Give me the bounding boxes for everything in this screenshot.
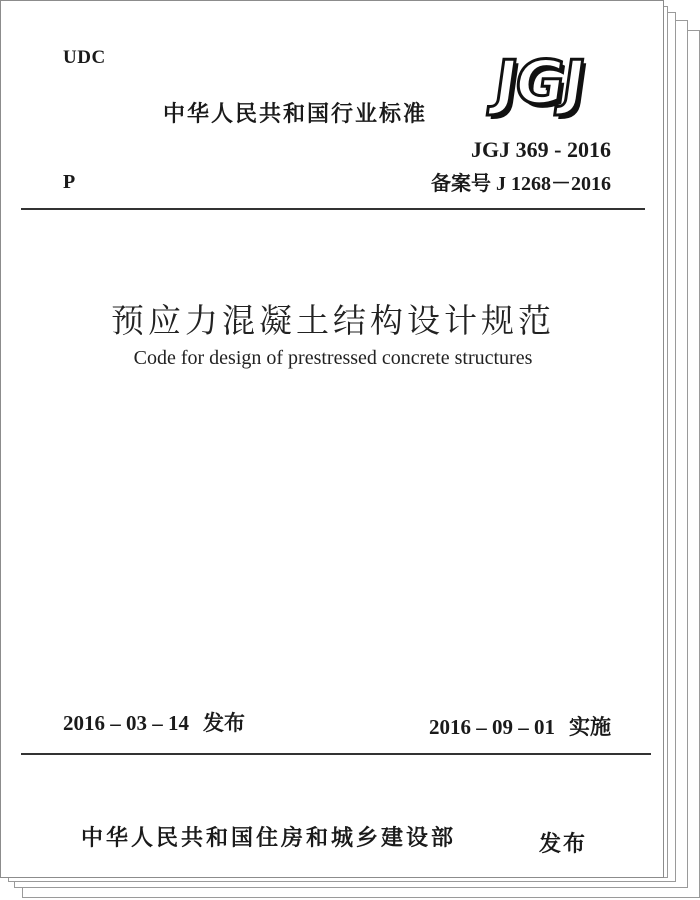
bottom-divider: [21, 753, 651, 755]
issue-label: 发布: [203, 711, 245, 735]
record-number: 备案号 J 1268－2016: [431, 173, 611, 195]
implement-date-block: [429, 711, 611, 741]
classification-code: P: [63, 171, 76, 193]
standard-number: JGJ 369 - 2016: [471, 137, 611, 162]
implement-date: 2016 – 09 – 01: [429, 715, 555, 739]
title-chinese: 预应力混凝土结构设计规范: [111, 301, 555, 340]
jgj-logo: JGJ: [490, 48, 588, 118]
implement-label: 实施: [569, 715, 611, 739]
issue-date-block: [63, 707, 245, 737]
title-english: Code for design of prestressed concrete structures: [133, 347, 533, 369]
industry-standard-heading: 中华人民共和国行业标准: [163, 102, 428, 127]
udc-label: UDC: [63, 47, 106, 68]
publisher-name: 中华人民共和国住房和城乡建设部: [81, 826, 457, 851]
issue-date: 2016 – 03 – 14: [63, 711, 189, 735]
top-divider: [21, 208, 645, 210]
publish-label: 发布: [539, 832, 588, 857]
